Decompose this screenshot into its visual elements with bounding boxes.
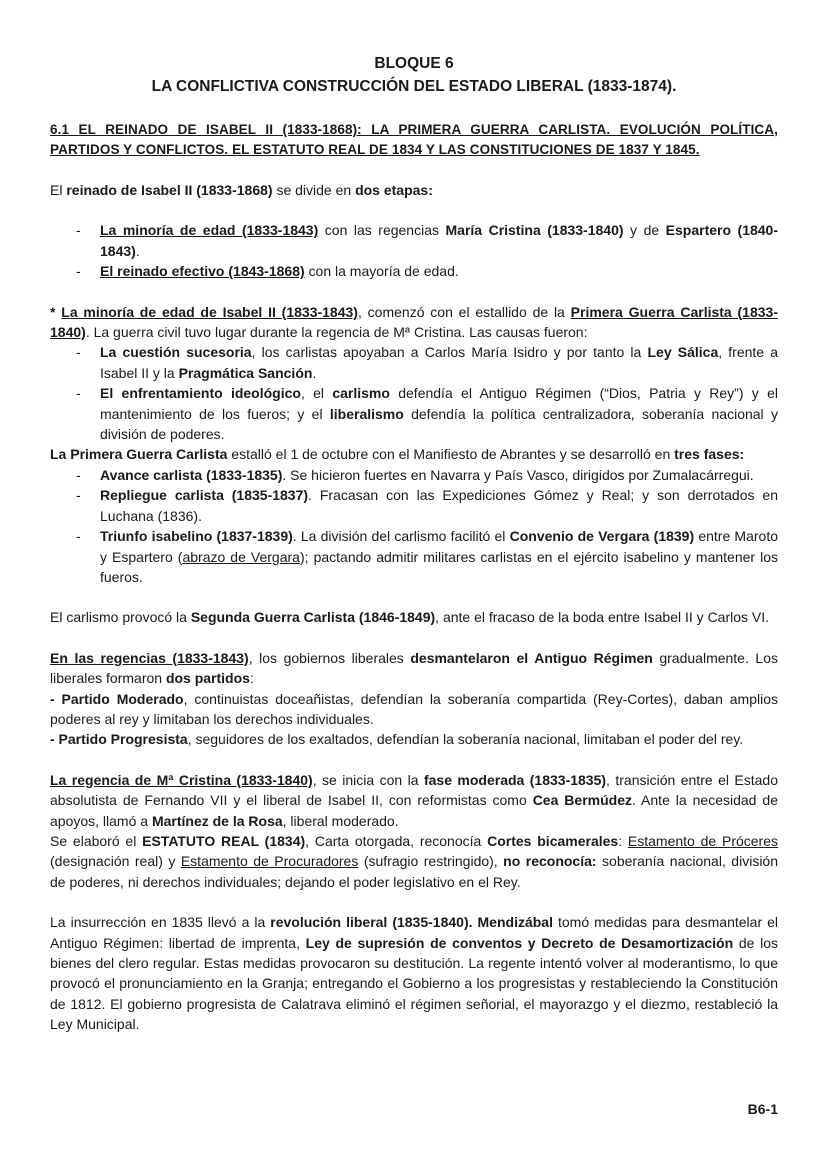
regency-mc-paragraph: La regencia de Mª Cristina (1833-1840), se inicia con la fase moderada (1833-1835), transición entre el Estado absolutista de Fernando VII y el liberal de Isabel II, con reformistas como Cea Bermúdez. Ante la necesidad de apoyos, llamó a Martínez de la Rosa, liberal moderado. (50, 771, 778, 829)
phases-list (50, 465, 778, 587)
list-item: - Repliegue carlista (1835-1837). Fracasan con las Expediciones Gómez y Real; y son derrotados en Luchana (1836). (50, 485, 778, 526)
revolution-paragraph: La insurrección en 1835 llevó a la revolución liberal (1835-1840). Mendizábal tomó medidas para desmantelar el Antiguo Régimen: libertad de imprenta, Ley de supresión de conventos y Decreto de Desamortización de los bienes del clero regular. Estas medidas provocaron su destitución. La regente intentó volver al moderantismo, lo que provocó el pronunciamiento en la Granja; entregando el Gobierno a los progresistas y restableciendo la Constitución de 1812. El gobierno progresista de Calatrava eliminó el régimen señorial, el mayorazgo y el diezmo, restableció la Ley Municipal. (50, 914, 779, 1033)
minority-paragraph: * La minoría de edad de Isabel II (1833-1843), comenzó con el estallido de la Primera Guerra Carlista (1833-1840). La guerra civil tuvo lugar durante la regencia de Mª Cristina. Las causas fueron: (50, 303, 778, 341)
list-item: - Triunfo isabelino (1837-1839). La división del carlismo facilitó el Convenio de Vergara (1839) entre Maroto y Espartero (abrazo de Vergara); pactando admitir militares carlistas en el ejército isabelino y mantener los fueros. (50, 526, 778, 587)
estatuto-paragraph: Se elaboró el ESTATUTO REAL (1834), Carta otorgada, reconocía Cortes bicamerales: Estamento de Próceres (designación real) y Estamento de Procuradores (sufragio restringido), no reconocía: soberanía nacional, división de poderes, ni derechos individuales; dejando el poder legislativo en el Rey. (50, 832, 778, 890)
war-paragraph: La Primera Guerra Carlista estalló el 1 de octubre con el Manifiesto de Abrantes y se desarrolló en tres fases: (50, 446, 745, 463)
list-item: - La minoría de edad (1833-1843) con las regencias María Cristina (1833-1840) y de Espartero (1840-1843). (50, 220, 778, 261)
list-item: - Avance carlista (1833-1835). Se hicieron fuertes en Navarra y País Vasco, dirigidos por Zumalacárregui. (50, 465, 778, 485)
document-page (50, 52, 778, 1035)
stages-list (50, 220, 778, 281)
list-item: - La cuestión sucesoria, los carlistas apoyaban a Carlos María Isidro y por tanto la Ley Sálica, frente a Isabel II y la Pragmática Sanción. (50, 342, 778, 383)
progresista-paragraph: - Partido Progresista, seguidores de los exaltados, defendían la soberanía nacional, limitaban el poder del rey. (50, 731, 744, 748)
list-item: - El reinado efectivo (1843-1868) con la mayoría de edad. (50, 261, 778, 281)
block-subtitle: LA CONFLICTIVA CONSTRUCCIÓN DEL ESTADO LIBERAL (1833-1874). (151, 78, 677, 95)
causes-list (50, 342, 778, 444)
list-item: - El enfrentamiento ideológico, el carlismo defendía el Antiguo Régimen (“Dios, Patria y Rey”) y el mantenimiento de los fueros; y el liberalismo defendía la política centralizadora, soberanía nacional y división de poderes. (50, 383, 778, 444)
intro-paragraph: El reinado de Isabel II (1833-1868) se divide en dos etapas: (50, 182, 433, 198)
page-number: B6-1 (747, 1101, 778, 1117)
moderado-paragraph: - Partido Moderado, continuistas doceañistas, defendían la soberanía compartida (Rey-Cortes), daban amplios poderes al rey y limitaban los derechos individuales. (50, 690, 778, 727)
section-heading: 6.1 EL REINADO DE ISABEL II (1833-1868): LA PRIMERA GUERRA CARLISTA. EVOLUCIÓN POLÍTICA, PARTIDOS Y CONFLICTOS. EL ESTATUTO REAL DE 1834 Y LAS CONSTITUCIONES DE 1837 Y 1845. (50, 122, 778, 157)
regencies-paragraph: En las regencias (1833-1843), los gobiernos liberales desmantelaron el Antiguo Régimen gradualmente. Los liberales formaron dos partidos: (50, 649, 778, 687)
block-title: BLOQUE 6 (374, 55, 454, 72)
second-war-paragraph: El carlismo provocó la Segunda Guerra Carlista (1846-1849), ante el fracaso de la boda entre Isabel II y Carlos VI. (50, 609, 770, 626)
